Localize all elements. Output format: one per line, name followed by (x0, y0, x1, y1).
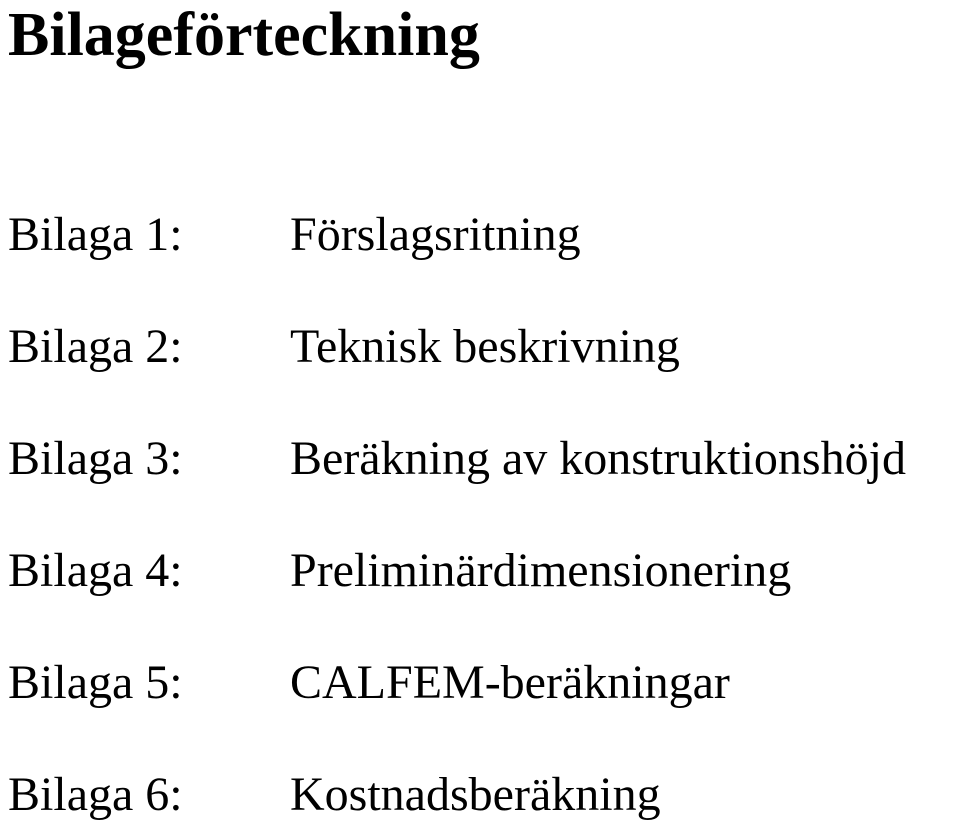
appendix-title: CALFEM-beräkningar (290, 656, 730, 709)
appendix-label: Bilaga 4: (8, 544, 183, 597)
appendix-title: Kostnadsberäkning (290, 768, 661, 821)
appendix-label: Bilaga 2: (8, 320, 183, 373)
appendix-entry (0, 653, 959, 713)
appendix-entry (0, 205, 959, 265)
appendix-label: Bilaga 6: (8, 768, 183, 821)
page-title: Bilageförteckning (8, 1, 480, 69)
appendix-entry (0, 765, 959, 825)
appendix-entry (0, 541, 959, 601)
appendix-label: Bilaga 5: (8, 656, 183, 709)
appendix-title: Förslagsritning (290, 208, 581, 261)
appendix-label: Bilaga 1: (8, 208, 183, 261)
appendix-title: Beräkning av konstruktionshöjd (290, 432, 906, 485)
appendix-label: Bilaga 3: (8, 432, 183, 485)
appendix-entry (0, 429, 959, 489)
appendix-entry (0, 317, 959, 377)
appendix-title: Preliminärdimensionering (290, 544, 792, 597)
appendix-title: Teknisk beskrivning (290, 320, 680, 373)
